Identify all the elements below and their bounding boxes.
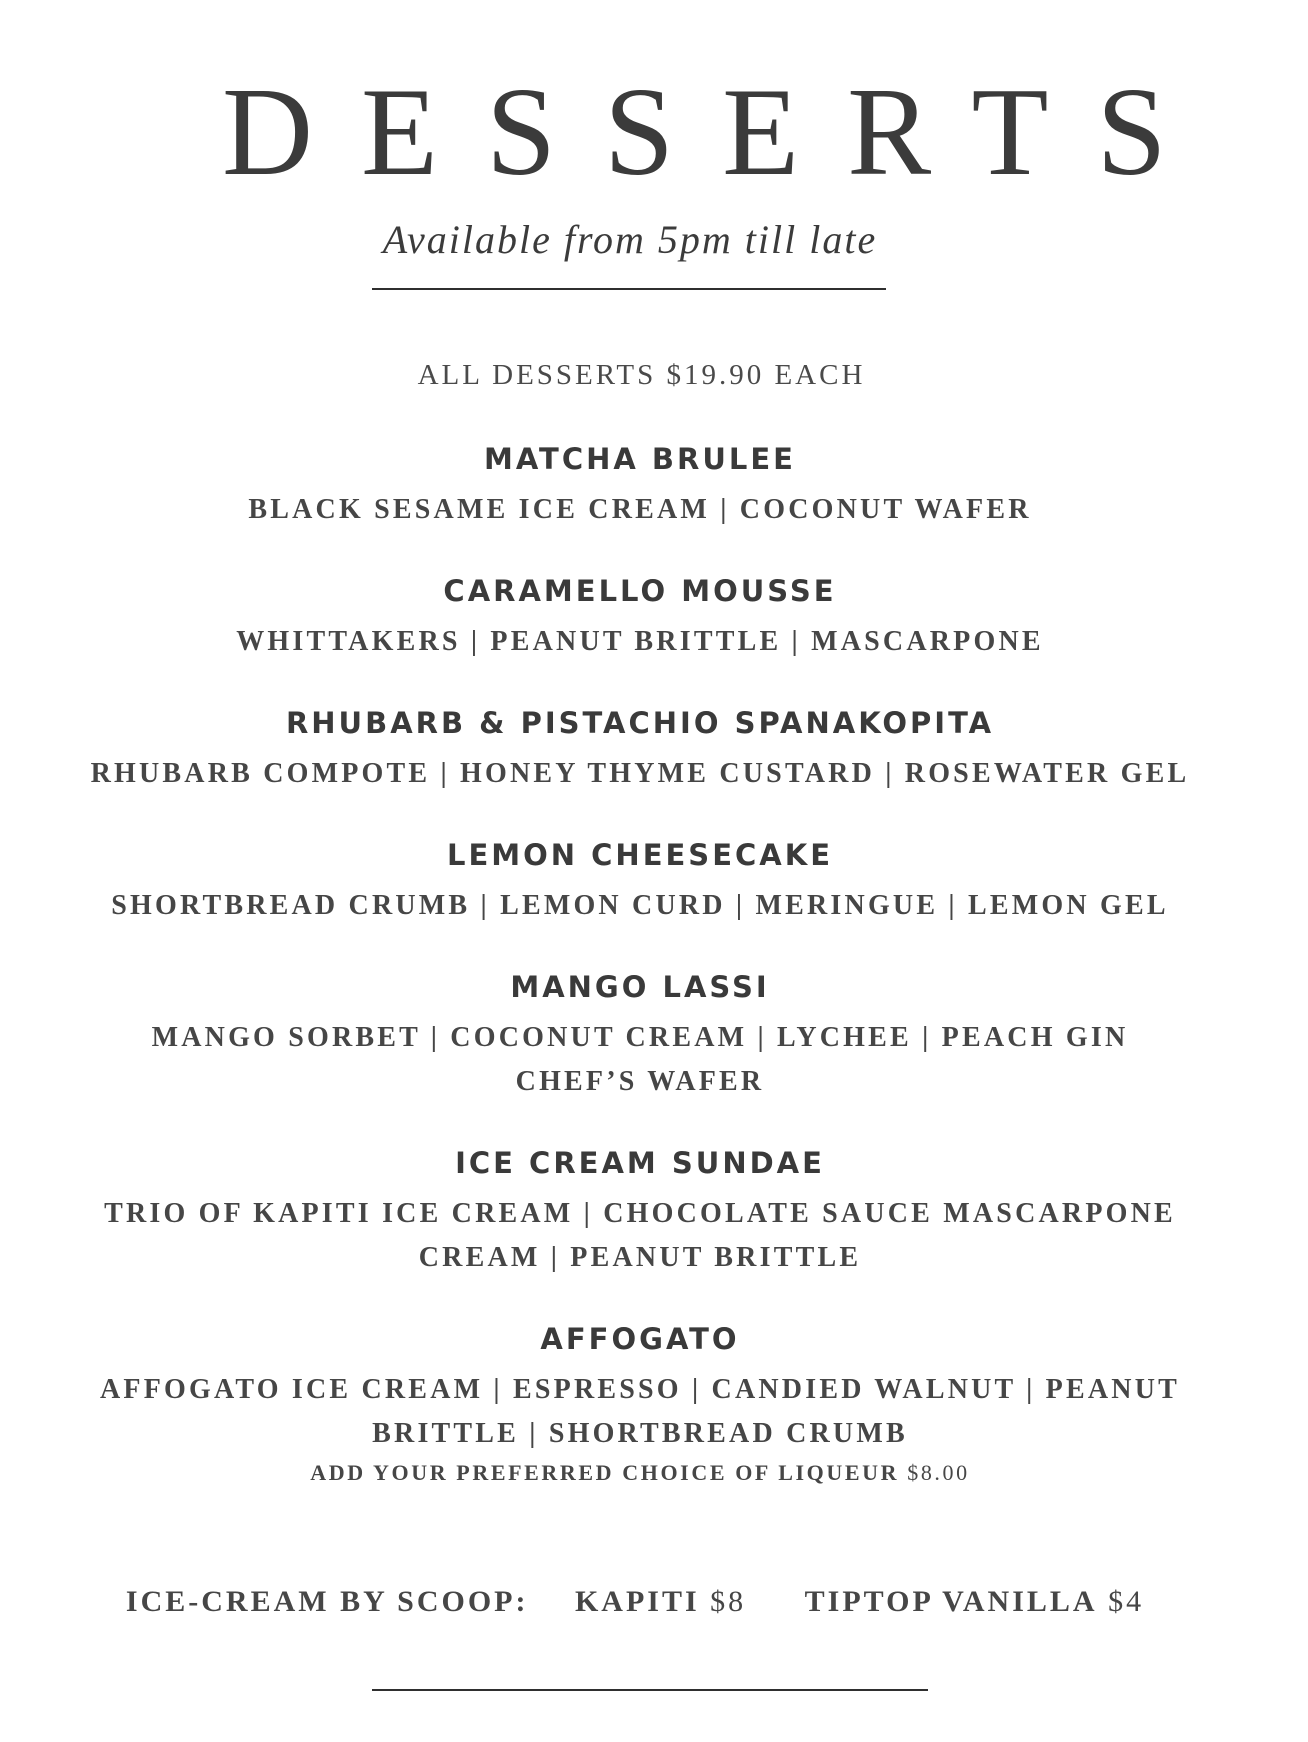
dessert-item-matcha-brulee [0, 442, 1280, 532]
ice-cream-by-scoop [0, 1587, 1270, 1617]
dessert-name: RHUBARB & PISTACHIO SPANAKOPITA [285, 706, 995, 740]
dessert-description: CHEF’S WAFER [515, 1066, 765, 1097]
top-divider [372, 288, 886, 290]
menu-subtitle: Available from 5pm till late [382, 217, 878, 262]
dessert-description: BLACK SESAME ICE CREAM | COCONUT WAFER [248, 494, 1032, 525]
scoop-option-price: $8 [710, 1585, 747, 1618]
dessert-name: LEMON CHEESECAKE [446, 838, 834, 872]
bottom-divider [372, 1689, 928, 1691]
dessert-name: AFFOGATO [540, 1322, 740, 1356]
menu-title: DESSERTS [222, 63, 1215, 202]
scoop-label: ICE-CREAM BY SCOOP: [125, 1585, 529, 1618]
dessert-description: BRITTLE | SHORTBREAD CRUMB [372, 1418, 908, 1449]
dessert-name: MANGO LASSI [510, 970, 770, 1004]
dessert-description: WHITTAKERS | PEANUT BRITTLE | MASCARPONE [236, 626, 1044, 657]
scoop-option-price: $4 [1108, 1585, 1145, 1618]
dessert-name: CARAMELLO MOUSSE [443, 574, 837, 608]
liqueur-addon-price: $8.00 [907, 1460, 970, 1485]
dessert-item-affogato [0, 1322, 1280, 1485]
dessert-description: MANGO SORBET | COCONUT CREAM | LYCHEE | PEACH GIN [151, 1022, 1129, 1053]
price-note: ALL DESSERTS $19.90 EACH [417, 359, 866, 391]
dessert-name: ICE CREAM SUNDAE [455, 1146, 825, 1180]
dessert-item-rhubarb-pistachio-spanakopita [0, 706, 1280, 796]
dessert-description: RHUBARB COMPOTE | HONEY THYME CUSTARD | ROSEWATER GEL [90, 758, 1190, 789]
dessert-description: CREAM | PEANUT BRITTLE [418, 1242, 862, 1273]
dessert-item-lemon-cheesecake [0, 838, 1280, 928]
liqueur-addon-text: ADD YOUR PREFERRED CHOICE OF LIQUEUR [310, 1460, 900, 1485]
dessert-description: AFFOGATO ICE CREAM | ESPRESSO | CANDIED WALNUT | PEANUT [100, 1374, 1180, 1405]
dessert-description: SHORTBREAD CRUMB | LEMON CURD | MERINGUE | LEMON GEL [111, 890, 1169, 921]
dessert-name: MATCHA BRULEE [483, 442, 796, 476]
dessert-item-mango-lassi [0, 970, 1280, 1104]
dessert-description: TRIO OF KAPITI ICE CREAM | CHOCOLATE SAUCE MASCARPONE [104, 1198, 1176, 1229]
liqueur-addon-note [0, 1462, 1280, 1484]
dessert-item-caramello-mousse [0, 574, 1280, 664]
scoop-option-name: KAPITI [574, 1585, 700, 1618]
scoop-option-name: TIPTOP VANILLA [804, 1585, 1098, 1618]
dessert-item-ice-cream-sundae [0, 1146, 1280, 1280]
